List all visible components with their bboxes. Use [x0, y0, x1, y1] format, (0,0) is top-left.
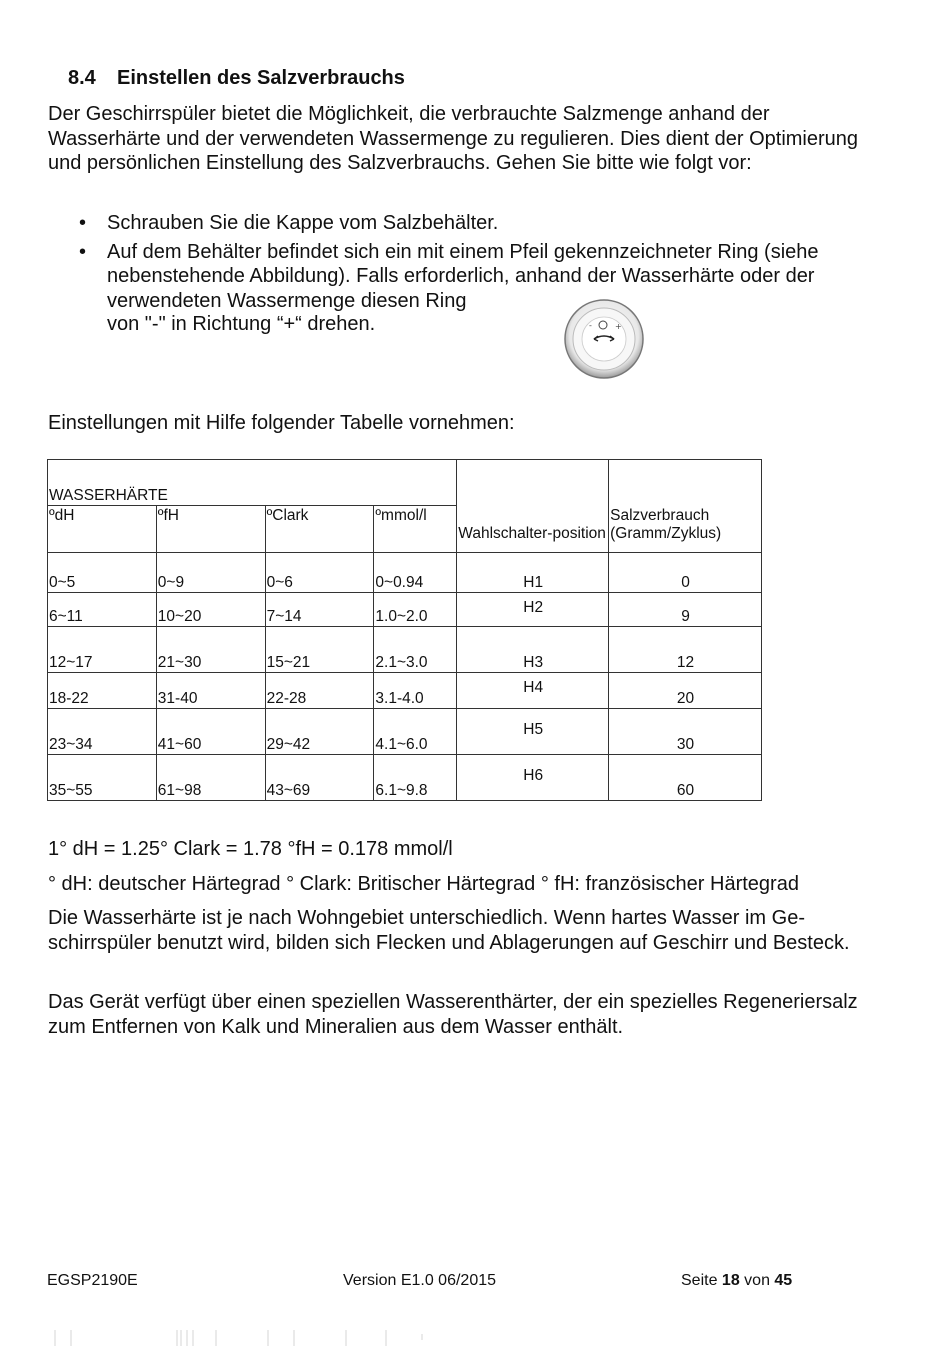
section-title: Einstellen des Salzverbrauchs — [117, 67, 405, 89]
table-row: 35~55 61~98 43~69 6.1~9.8 H6 60 — [48, 755, 762, 801]
footer-page-number: Seite 18 von 45 — [681, 1272, 793, 1289]
scan-artifact-marks — [50, 1328, 450, 1348]
bullet-icon: • — [79, 212, 87, 234]
hardness-legend: ° dH: deutscher Härtegrad ° Clark: Britischer Härtegrad ° fH: französischer Härtegrad — [48, 873, 799, 895]
section-number: 8.4 — [68, 67, 96, 89]
table-row: 23~34 41~60 29~42 4.1~6.0 H5 30 — [48, 709, 762, 755]
section-heading — [68, 67, 405, 90]
table-header: ºfH — [156, 506, 265, 553]
water-hardness-table — [47, 459, 762, 801]
footer-model: EGSP2190E — [47, 1272, 138, 1289]
ring-dial-icon — [563, 297, 645, 381]
svg-text:+: + — [615, 322, 622, 331]
table-header: Wahlschalter-position — [457, 460, 609, 553]
table-row: 12~17 21~30 15~21 2.1~3.0 H3 12 — [48, 627, 762, 673]
table-header: ºClark — [265, 506, 374, 553]
table-row: 18-22 31-40 22-28 3.1-4.0 H4 20 — [48, 673, 762, 709]
hardness-paragraph: Die Wasserhärte ist je nach Wohngebiet unterschiedlich. Wenn hartes Wasser im Geschirrspüler benutzt wird, bilden sich Flecken und Ablagerungen auf Geschirr und Besteck. — [48, 907, 850, 954]
footer-version: Version E1.0 06/2015 — [343, 1272, 497, 1289]
table-header: ºmmol/l — [374, 506, 457, 553]
scan-marks-icon — [50, 1328, 450, 1348]
list-item: • Auf dem Behälter befindet sich ein mit einem Pfeil gekennzeichneter Ring (siehe nebenstehende Abbildung). Falls erforderlich, anhand der Wasserhärte oder der verwendeten Wassermenge diesen Ring — [79, 240, 819, 312]
table-intro: Einstellungen mit Hilfe folgender Tabelle vornehmen: — [48, 412, 515, 434]
instruction-list — [48, 211, 888, 317]
table-row: 0~5 0~9 0~6 0~0.94 H1 0 — [48, 553, 762, 593]
svg-text:-: - — [589, 321, 592, 330]
table-header: ºdH — [48, 506, 157, 553]
bullet-icon: • — [79, 240, 87, 263]
intro-paragraph: Der Geschirrspüler bietet die Möglichkeit, die verbrauchte Salzmenge anhand der Wasserhärte und der verwendeten Wassermenge zu regulieren. Dies dient der Optimierung und persönlichen Einstellung des Salzverbrauchs. Gehen Sie bitte wie folgt vor: — [48, 103, 859, 174]
softener-paragraph: Das Gerät verfügt über einen speziellen Wasserenthärter, der ein spezielles Regeneriersalz zum Entfernen von Kalk und Mineralien aus dem Wasser enthält. — [48, 991, 858, 1038]
table-group-header: WASSERHÄRTE — [48, 460, 457, 506]
instruction-continuation: von "-" in Richtung “+“ drehen. — [107, 313, 376, 335]
list-item: • Schrauben Sie die Kappe vom Salzbehälter. — [79, 212, 499, 234]
table-header: Salzverbrauch (Gramm/Zyklus) — [609, 460, 762, 553]
table-row: 6~11 10~20 7~14 1.0~2.0 H2 9 — [48, 593, 762, 627]
conversion-line: 1° dH = 1.25° Clark = 1.78 °fH = 0.178 mmol/l — [48, 838, 453, 860]
salt-ring-figure — [563, 297, 645, 381]
